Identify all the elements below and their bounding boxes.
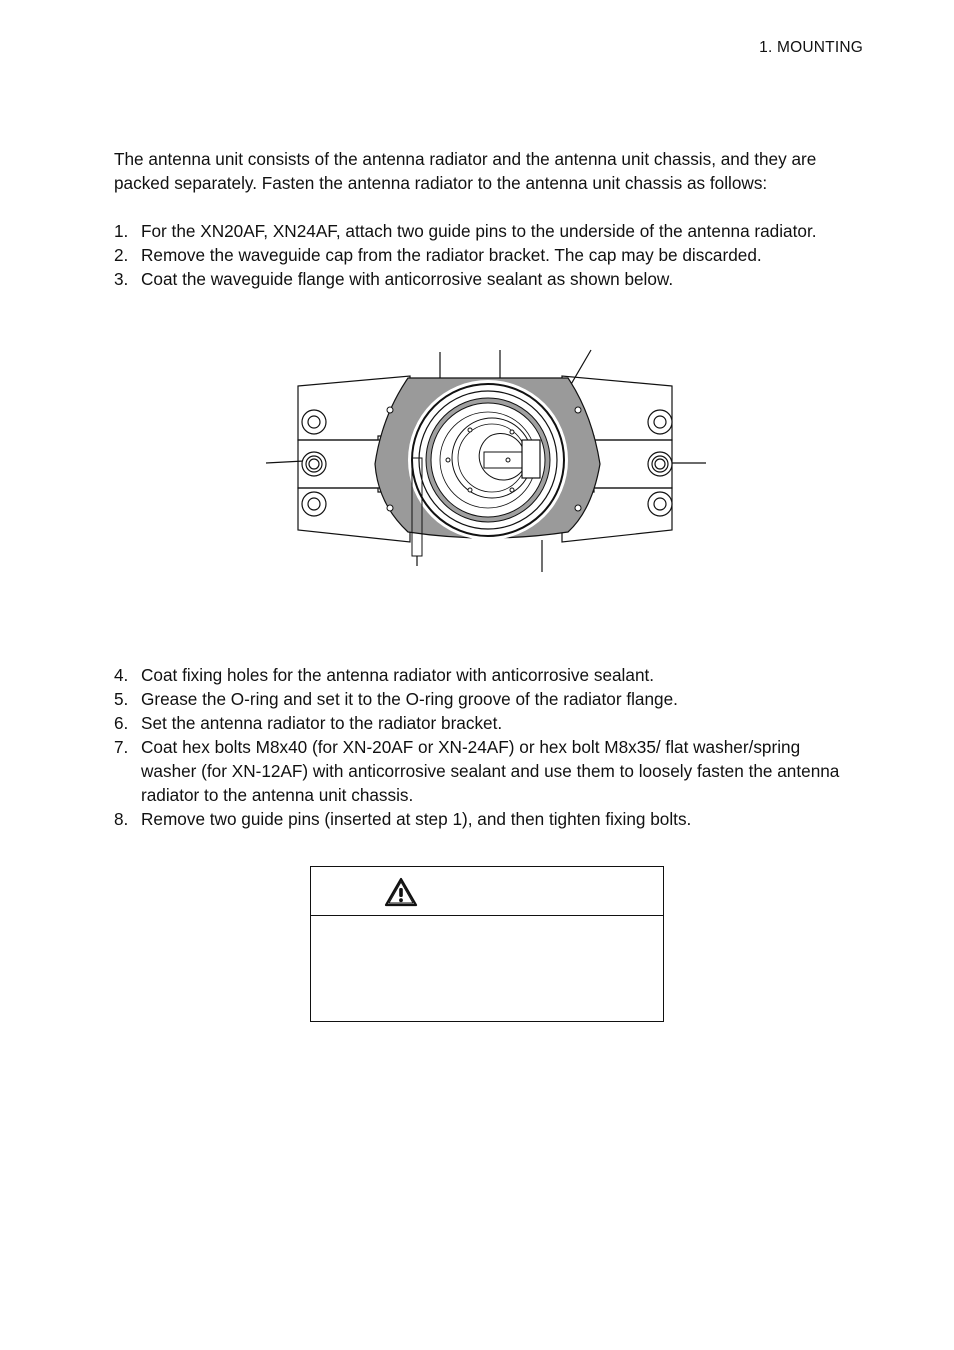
step-number: 6.: [114, 713, 129, 733]
step-text: Coat fixing holes for the antenna radiator with anticorrosive sealant.: [141, 665, 655, 685]
step-text: Remove the waveguide cap from the radiator bracket. The cap may be discarded.: [141, 245, 762, 265]
step-number: 1.: [114, 221, 129, 241]
step-number: 4.: [114, 665, 129, 685]
step-text: Set the antenna radiator to the radiator bracket.: [141, 713, 503, 733]
step-text: Remove two guide pins (inserted at step 1), and then tighten fixing bolts.: [141, 809, 692, 829]
list-item: [114, 807, 854, 831]
list-item: [114, 735, 854, 807]
step-text: Coat the waveguide flange with anticorrosive sealant as shown below.: [141, 269, 674, 289]
list-item: [114, 711, 854, 735]
caution-box: [310, 866, 664, 1022]
step-text: Grease the O-ring and set it to the O-ring groove of the radiator flange.: [141, 689, 678, 709]
list-item: [114, 663, 854, 687]
step-number: 8.: [114, 809, 129, 829]
list-item: [114, 687, 854, 711]
list-item: [114, 243, 854, 267]
caution-header: [311, 867, 663, 916]
steps-list-b: [114, 663, 854, 831]
intro-paragraph: The antenna unit consists of the antenna radiator and the antenna unit chassis, and they are packed separately. Fasten the antenna radiator to the antenna unit chassis as follows:: [114, 149, 817, 193]
step-number: 5.: [114, 689, 129, 709]
step-text: For the XN20AF, XN24AF, attach two guide pins to the underside of the antenna radiator.: [141, 221, 817, 241]
step-text: Coat hex bolts M8x40 (for XN-20AF or XN-24AF) or hex bolt M8x35/ flat washer/spring washer (for XN-12AF) with anticorrosive sealant and use them to loosely fasten the antenna radiator to the antenna unit chassis.: [141, 737, 840, 805]
step-number: 7.: [114, 737, 129, 757]
warning-triangle-icon: [384, 877, 418, 907]
waveguide-flange-diagram: [258, 344, 718, 576]
steps-list-a: [114, 219, 854, 291]
list-item: [114, 267, 854, 291]
step-number: 3.: [114, 269, 129, 289]
step-number: 2.: [114, 245, 129, 265]
list-item: [114, 219, 854, 243]
running-head: 1. MOUNTING: [759, 39, 863, 56]
